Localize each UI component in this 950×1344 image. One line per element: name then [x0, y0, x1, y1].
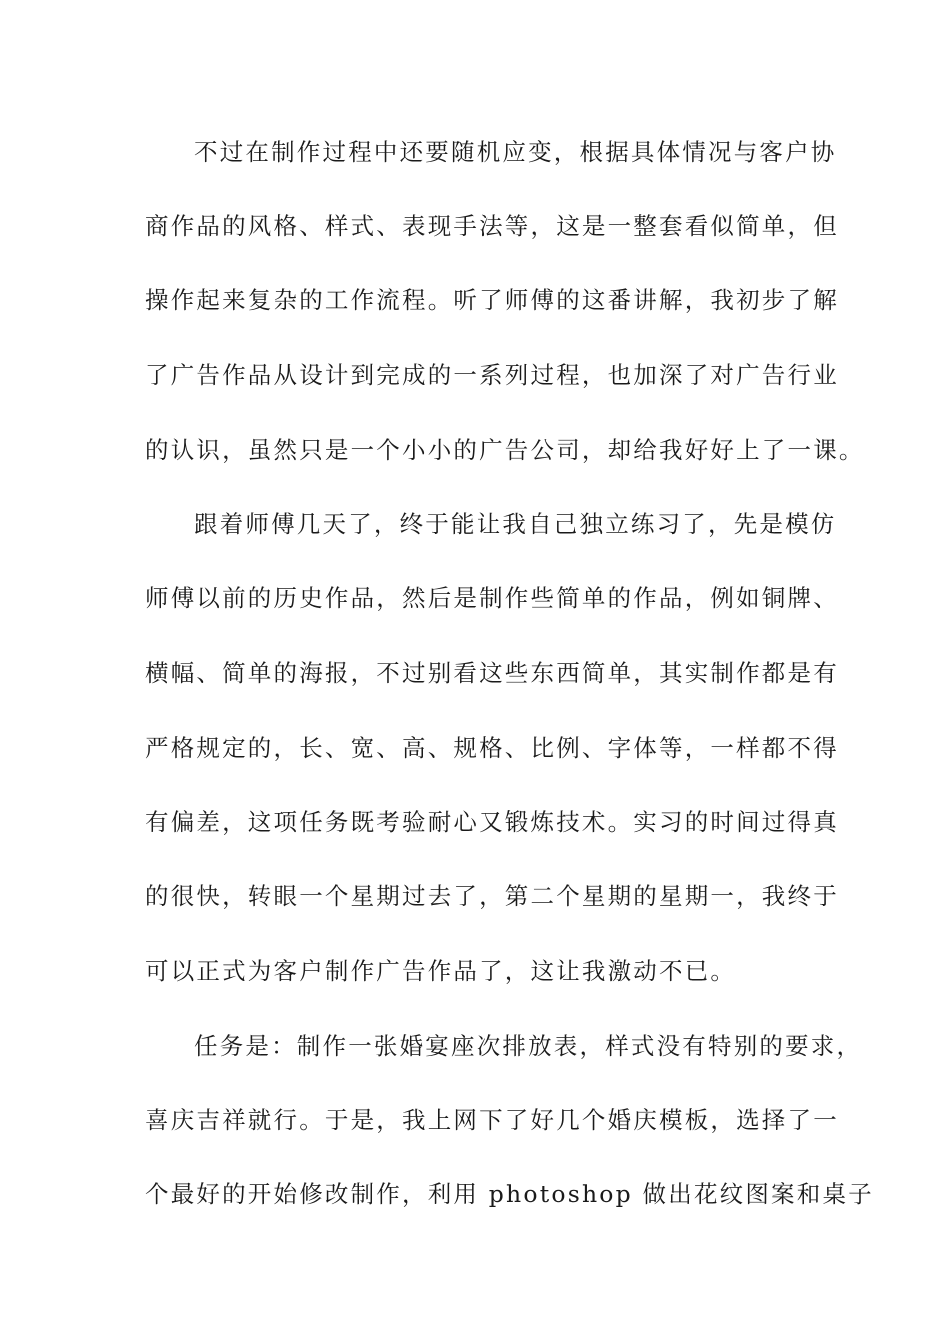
- paragraph-line: 有偏差，这项任务既考验耐心又锻炼技术。实习的时间过得真: [145, 808, 839, 836]
- paragraph-line: 师傅以前的历史作品，然后是制作些简单的作品，例如铜牌、: [145, 584, 839, 612]
- paragraph-line: 横幅、简单的海报，不过别看这些东西简单，其实制作都是有: [145, 659, 839, 687]
- paragraph-line: 严格规定的，长、宽、高、规格、比例、字体等，一样都不得: [145, 734, 839, 762]
- paragraph-line: 的很快，转眼一个星期过去了，第二个星期的星期一，我终于: [145, 882, 839, 910]
- paragraph-line: 可以正式为客户制作广告作品了，这让我激动不已。: [145, 957, 737, 985]
- paragraph-line: 跟着师傅几天了，终于能让我自己独立练习了，先是模仿: [194, 510, 837, 538]
- paragraph-line: 个最好的开始修改制作，利用 photoshop 做出花纹图案和桌子: [145, 1180, 874, 1208]
- paragraph-line: 不过在制作过程中还要随机应变，根据具体情况与客户协: [194, 138, 837, 166]
- paragraph-line: 商作品的风格、样式、表现手法等，这是一整套看似简单，但: [145, 212, 839, 240]
- paragraph-line: 任务是：制作一张婚宴座次排放表，样式没有特别的要求，: [194, 1032, 863, 1060]
- paragraph-line: 的认识，虽然只是一个小小的广告公司，却给我好好上了一课。: [145, 436, 865, 464]
- paragraph-line: 操作起来复杂的工作流程。听了师傅的这番讲解，我初步了解: [145, 286, 839, 314]
- paragraph-line: 喜庆吉祥就行。于是，我上网下了好几个婚庆模板，选择了一: [145, 1106, 839, 1134]
- paragraph-line: 了广告作品从设计到完成的一系列过程，也加深了对广告行业: [145, 361, 839, 389]
